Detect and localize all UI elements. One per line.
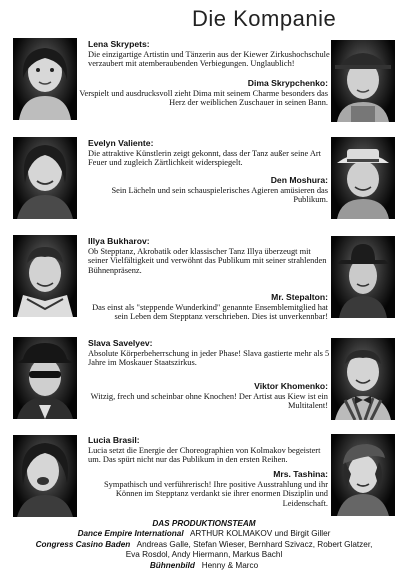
production-team-credits xyxy=(0,519,408,571)
member-bio xyxy=(88,40,330,69)
member-bio xyxy=(78,176,328,205)
credits-value: Andreas Galle, Stefan Wieser, Bernhard Szivacz, Robert Glatzer, xyxy=(136,539,373,549)
member-name: Lena Skrypets: xyxy=(88,39,150,49)
credits-value: ARTHUR KOLMAKOV und Birgit Giller xyxy=(189,529,331,539)
credits-line xyxy=(0,529,408,539)
credits-value: Henny & Marco xyxy=(201,560,259,570)
member-description: Die attraktive Künstlerin zeigt gekonnt, dass der Tanz außer seine Art Feuer und zugleich Zärtlichkeit widerspiegelt. xyxy=(88,148,321,168)
member-photo xyxy=(331,236,395,318)
member-description: Lucia setzt die Energie der Choreographien von Kolmakov begeistert um. Das spürt nicht nur das Publikum in den ersten Reihen. xyxy=(88,445,321,465)
credits-label: Bühnenbild xyxy=(149,560,195,570)
member-name: Slava Savelyev: xyxy=(88,338,153,348)
member-bio xyxy=(78,382,328,411)
member-name: Illya Bukharov: xyxy=(88,236,150,246)
member-description: Witzig, frech und scheinbar ohne Knochen! Der Artist aus Kiew ist ein Multitalent! xyxy=(90,391,328,411)
member-name: Lucia Brasil: xyxy=(88,435,140,445)
member-photo xyxy=(13,235,77,317)
credits-line xyxy=(0,550,408,560)
credits-line xyxy=(0,561,408,571)
member-photo xyxy=(13,137,77,219)
member-description: Verspielt und ausdrucksvoll zieht Dima mit seinem Charme besonders das Herz der weiblichen Zuschauer in seinen Bann. xyxy=(79,88,328,108)
member-name: Evelyn Valiente: xyxy=(88,138,154,148)
member-photo xyxy=(13,38,77,120)
member-description: Absolute Körperbeherrschung in jeder Phase! Slava gastierte mehr als 5 Jahre im Moskauer Staatszirkus. xyxy=(88,348,330,368)
member-photo xyxy=(331,434,395,516)
credits-line xyxy=(0,540,408,550)
member-bio xyxy=(78,293,328,322)
member-description: Ob Stepptanz, Akrobatik oder klassischer Tanz Illya überzeugt mit seiner Vielfältigkeit und verwöhnt das Publikum mit seiner strahlenden Bühnenpräsenz. xyxy=(88,246,327,275)
member-bio xyxy=(88,339,330,368)
member-photo xyxy=(331,338,395,420)
member-bio xyxy=(88,237,330,275)
member-photo xyxy=(13,337,77,419)
member-bio xyxy=(78,79,328,108)
credits-heading: DAS PRODUKTIONSTEAM xyxy=(152,519,256,528)
page-title: Die Kompanie xyxy=(192,6,337,31)
member-description: Die einzigartige Artistin und Tänzerin aus der Kiewer Zirkushochschule verzaubert mit atemberaubenden Verbiegungen. Unglaublich! xyxy=(88,49,330,69)
member-name: Den Moshura: xyxy=(270,175,328,185)
member-photo xyxy=(331,40,395,122)
member-name: Mrs. Tashina: xyxy=(273,469,328,479)
credits-label: Dance Empire International xyxy=(77,529,184,539)
member-bio xyxy=(78,470,328,508)
member-bio xyxy=(88,436,330,465)
member-description: Das einst als "steppende Wunderkind" genannte Ensemblemitglied hat sein Leben dem Stepptanz verschrieben. Dies ist unverkennbar! xyxy=(92,302,328,322)
member-name: Viktor Khomenko: xyxy=(254,381,328,391)
credits-label: Congress Casino Baden xyxy=(35,539,131,549)
member-name: Dima Skrypchenko: xyxy=(247,78,328,88)
member-description: Sein Lächeln und sein schauspielerisches Agieren amüsieren das Publikum. xyxy=(111,185,328,205)
member-bio xyxy=(88,139,330,168)
credits-value: Eva Rosdol, Andy Hiermann, Markus Bachl xyxy=(125,550,283,560)
member-name: Mr. Stepalton: xyxy=(271,292,328,302)
member-photo xyxy=(331,137,395,219)
member-photo xyxy=(13,435,77,517)
member-description: Sympathisch und verführerisch! Ihre positive Ausstrahlung und ihr Können im Stepptanz verdankt sie ihrer enormen Disziplin und Leidenschaft. xyxy=(104,479,328,508)
